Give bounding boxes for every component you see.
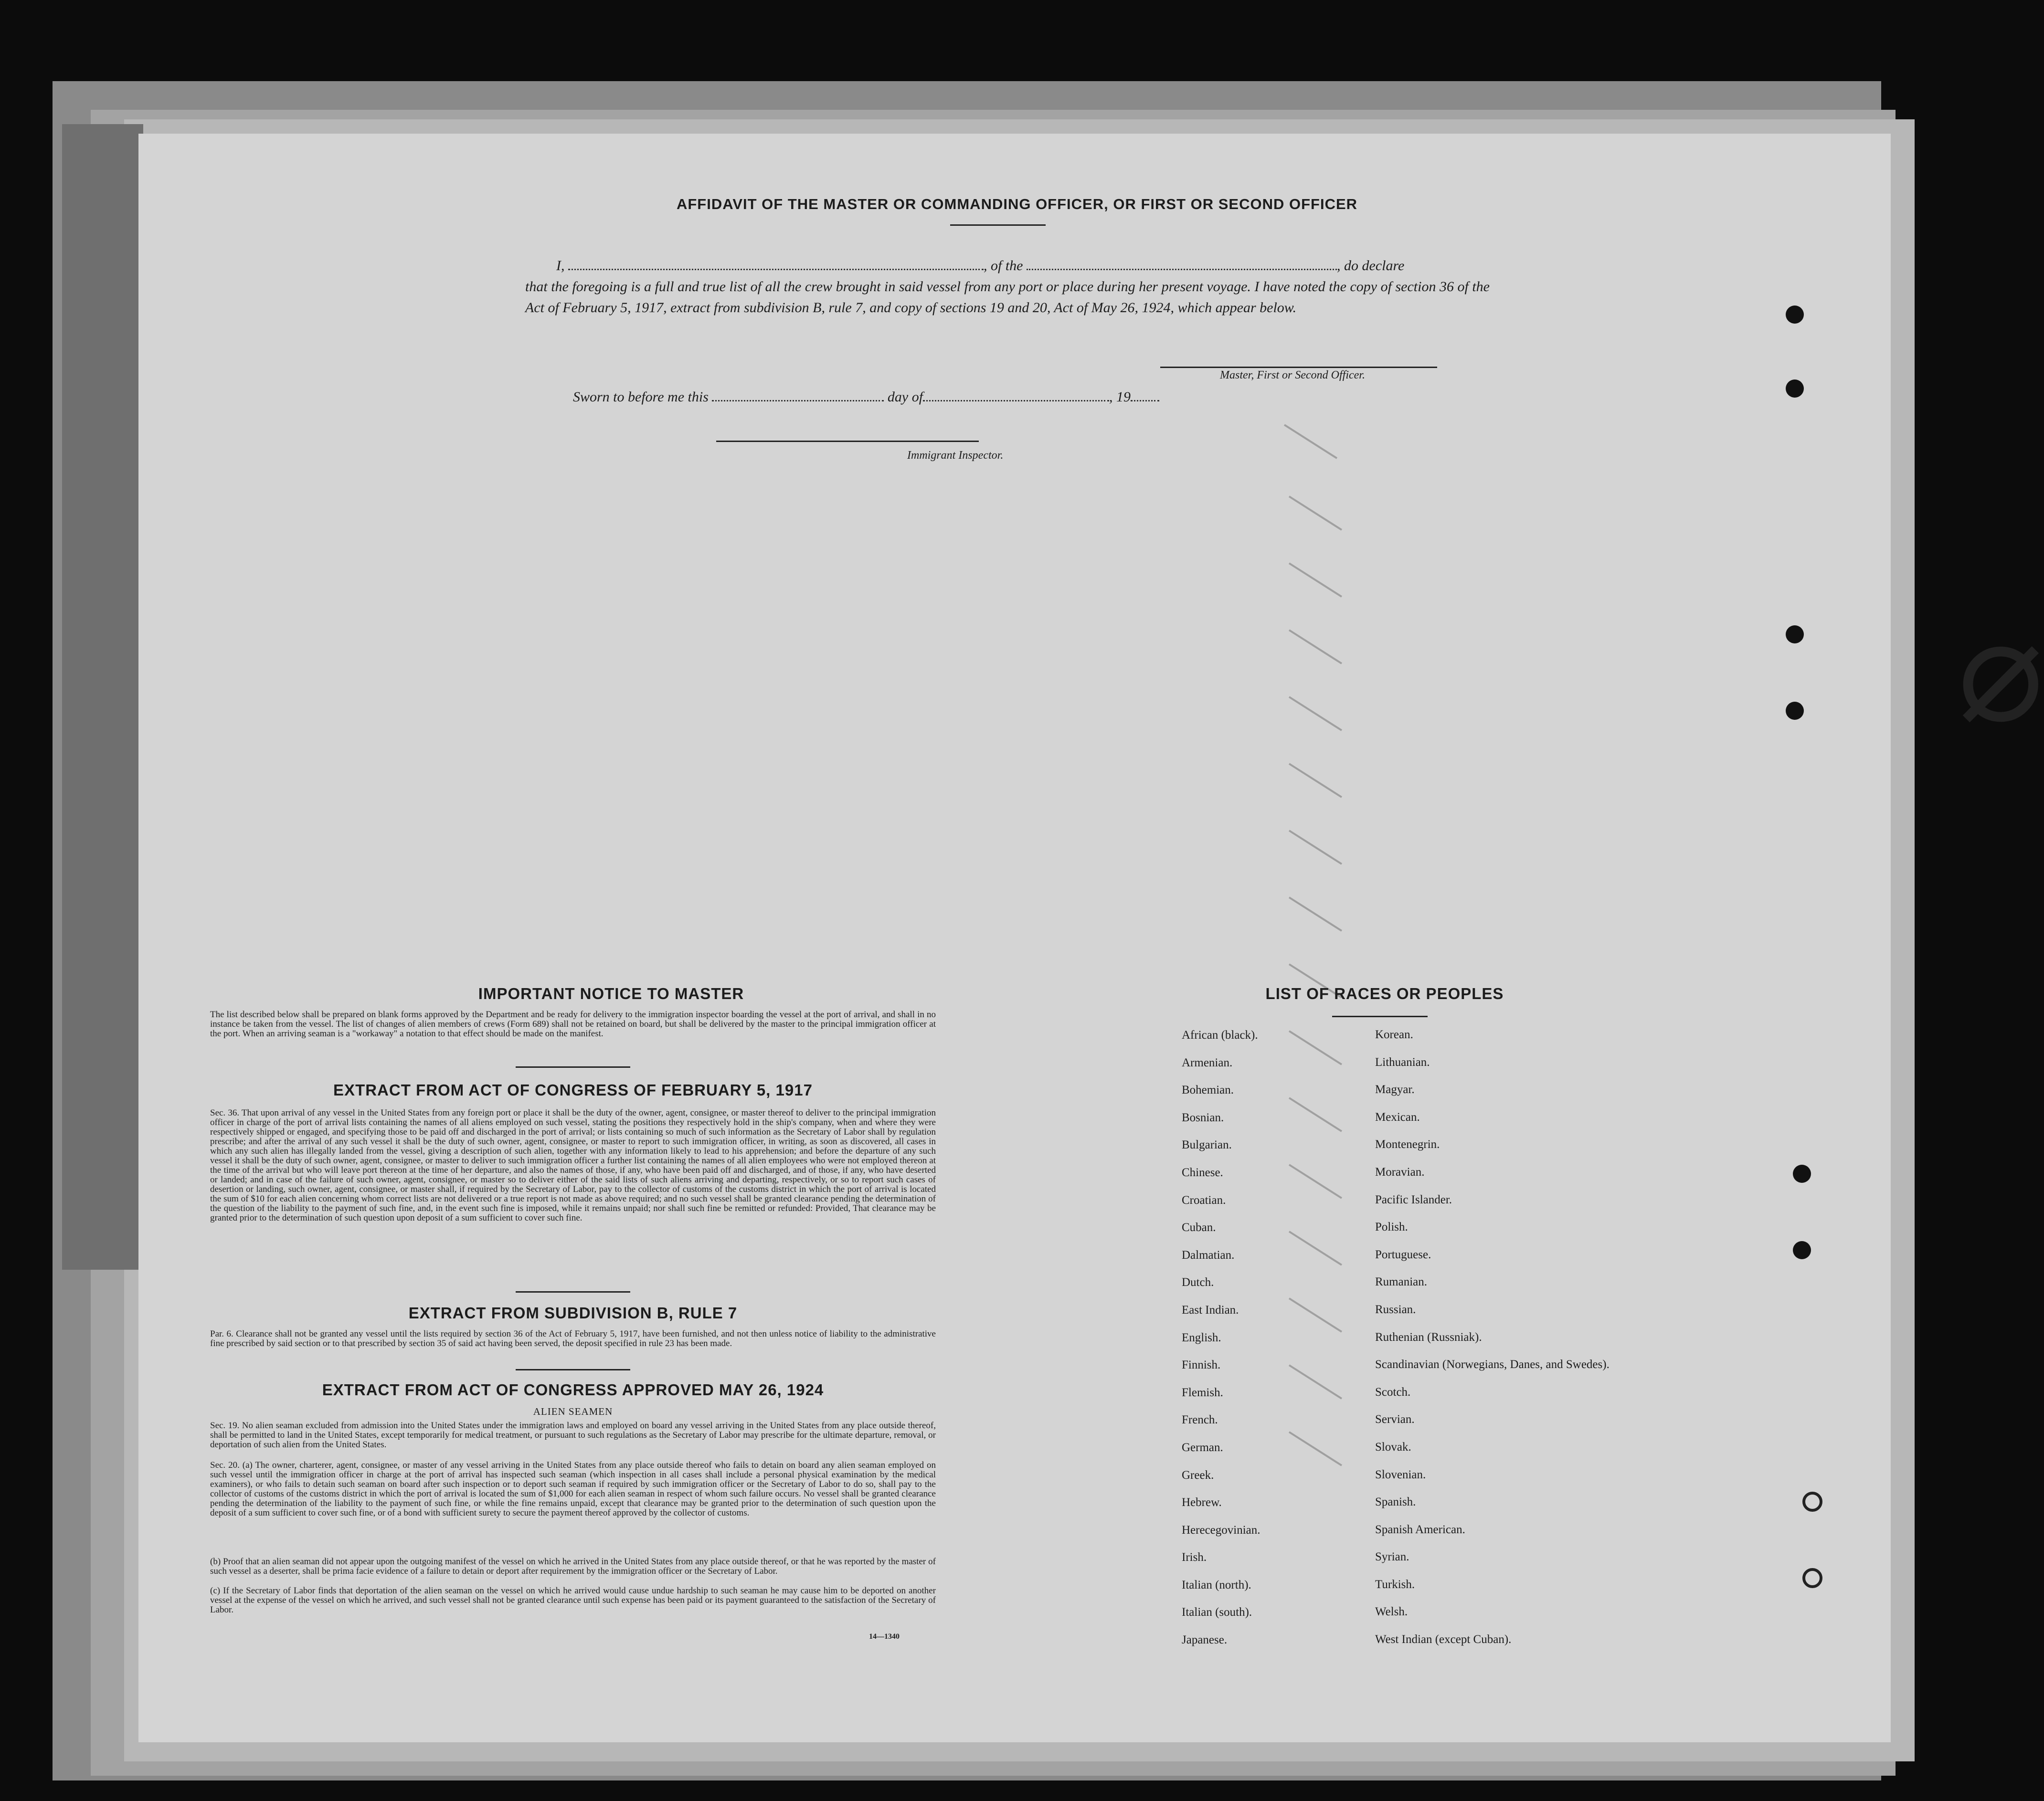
punch-hole <box>1802 1492 1822 1512</box>
race-row <box>1182 1056 1635 1084</box>
race-row <box>1182 1166 1635 1194</box>
race-name: Flemish. <box>1182 1386 1223 1399</box>
race-row <box>1182 1606 1635 1633</box>
rule-7-title: EXTRACT FROM SUBDIVISION B, RULE 7 <box>408 1304 738 1322</box>
race-name: Polish. <box>1375 1221 1408 1234</box>
race-row <box>1182 1084 1635 1111</box>
title-rule <box>950 224 1046 226</box>
race-name: Korean. <box>1375 1028 1413 1041</box>
races-title: LIST OF RACES OR PEOPLES <box>1265 985 1504 1002</box>
sworn-month-blank[interactable] <box>923 400 1109 401</box>
sworn-year: , 19 <box>1109 389 1131 405</box>
section-rule <box>516 1066 630 1068</box>
punch-hole <box>1793 1241 1811 1259</box>
affidavit-declaration <box>525 255 1490 318</box>
left-edge-strip <box>62 124 143 1270</box>
handwritten-mark: ⌀ <box>1958 587 2044 754</box>
race-name: Herecegovinian. <box>1182 1523 1260 1537</box>
races-title-rule <box>1332 1016 1428 1017</box>
punch-hole <box>1802 1568 1822 1588</box>
act-1924-title: EXTRACT FROM ACT OF CONGRESS APPROVED MAY 26, 1924 <box>322 1381 824 1399</box>
act-1917-text: Sec. 36. That upon arrival of any vessel in the United States from any foreign port or place it shall be the duty of the owner, agent, consignee, or master thereof to deliver to the principal immigration officer in charge of the port of arrival lists containing the names of all aliens employed on such vessel, stating the positions they respectively hold in the ship's company, when and where they were respectively shipped or engaged, and specifying those to be paid off and discharged in the port of arrival; or lists containing so much of such information as the Secretary of Labor shall by regulation prescribe; and after the arrival of any such vessel it shall be the duty of such owner, agent, consignee, or master to report to such immigration officer, in writing, as soon as discovered, all cases in which any such alien has illegally landed from the vessel, giving a description of such alien, together with any information likely to lead to his apprehension; and before the departure of any such vessel it shall be the duty of such owner, agent, consignee, or master to deliver to such immigration officer a further list containing the names of all alien employees who were not employed thereon at the time of the arrival but who will leave port thereon at the time of her departure, and also the names of those, if any, who have been paid off and discharged, and of those, if any, who have deserted or landed; and in case of the failure of such owner, agent, consignee, or master so to deliver either of the said lists of such aliens arriving and departing, respectively, or so to report such cases of desertion or landing, such owner, agent, consignee, or master shall, if required by the Secretary of Labor, pay to the collector of customs of the customs district in which the port of arrival is located the sum of $10 for each alien concerning whom correct lists are not delivered or a true report is not made as above required; and no such vessel shall be granted clearance pending the determination of the question of the liability to the payment of such fine, and, in the event such fine is imposed, while it remains unpaid; nor shall such fine be remitted or refunded: Provided, That clearance may be granted prior to the determination of such question upon deposit of a sum sufficient to cover such fine. <box>210 1108 936 1223</box>
form-number: 14—1340 <box>869 1632 900 1641</box>
race-name: Mexican. <box>1375 1110 1420 1124</box>
race-name: Welsh. <box>1375 1605 1408 1619</box>
race-name: Cuban. <box>1182 1221 1216 1234</box>
race-name: French. <box>1182 1413 1218 1427</box>
race-name: Scotch. <box>1375 1385 1411 1399</box>
race-row <box>1182 1359 1635 1386</box>
race-name: Spanish. <box>1375 1496 1416 1509</box>
act-1924-sec20c: (c) If the Secretary of Labor finds that deportation of the alien seaman on the vessel on which he arrived would cause undue hardship to such seaman he may cause him to be deported on another vessel at the expense of the vessel on which he arrived, and such vessel shall not be granted clearance until such expense has been paid or its payment guaranteed to the satisfaction of the Secretary of Labor. <box>210 1586 936 1615</box>
race-name: Slovenian. <box>1375 1468 1426 1481</box>
race-name: Armenian. <box>1182 1056 1233 1069</box>
act-1924-sec19: Sec. 19. No alien seaman excluded from admission into the United States under the immigration laws and employed on board any vessel arriving in the United States from any place outside thereof, shall be permitted to land in the United States, except temporarily for medical treatment, or pursuant to such regulations as the Secretary of Labor may prescribe for the ultimate departure, removal, or deportation of such alien from the United States. <box>210 1421 936 1450</box>
race-row <box>1182 1496 1635 1524</box>
race-name: Moravian. <box>1375 1165 1425 1179</box>
race-row <box>1182 1386 1635 1414</box>
race-row <box>1182 1413 1635 1441</box>
sworn-text: Sworn to before me this <box>573 389 709 405</box>
section-rule <box>516 1291 630 1293</box>
declaration-of-the: , of the <box>984 258 1023 274</box>
race-row <box>1182 1029 1635 1056</box>
declaration-first-line <box>525 255 1490 276</box>
notice-title: IMPORTANT NOTICE TO MASTER <box>478 985 744 1002</box>
race-name: Scandinavian (Norwegians, Danes, and Swedes). <box>1375 1358 1610 1371</box>
race-name: Chinese. <box>1182 1166 1223 1179</box>
race-name: Hebrew. <box>1182 1496 1222 1509</box>
sworn-day-of: day of <box>887 389 923 405</box>
race-name: African (black). <box>1182 1029 1258 1042</box>
act-1917-title: EXTRACT FROM ACT OF CONGRESS OF FEBRUARY 5, 1917 <box>333 1081 813 1099</box>
race-row <box>1182 1441 1635 1469</box>
race-row <box>1182 1249 1635 1276</box>
race-row <box>1182 1551 1635 1579</box>
officer-signature-line[interactable] <box>1160 367 1437 368</box>
act-1924-sec20a: Sec. 20. (a) The owner, charterer, agent, consignee, or master of any vessel arriving in the United States from any place outside thereof who fails to detain on board any alien seaman employed on such vessel until the immigration officer in charge at the port of arrival has inspected such seaman (which inspection in all cases shall include a personal physical examination by the medical examiners), or who fails to detain such seaman on board after such inspection or to deport such seaman if required by such immigration officer or the Secretary of Labor to do so, shall pay to the collector of customs of the customs district in which the port of arrival is located the sum of $1,000 for each alien seaman in respect of whom such failure occurs. No vessel shall be granted clearance pending the determination of the liability to the payment of such fine, or while the fine remains unpaid, except that clearance may be granted prior to the determination of such question upon the deposit of a sum sufficient to cover such fine, or of a bond with sufficient surety to secure the payment thereof approved by the collector of customs. <box>210 1460 936 1518</box>
affidavit-title: AFFIDAVIT OF THE MASTER OR COMMANDING OFFICER, OR FIRST OR SECOND OFFICER <box>676 196 1358 212</box>
sworn-year-blank[interactable] <box>1131 400 1159 401</box>
race-name: Magyar. <box>1375 1083 1415 1096</box>
race-name: Greek. <box>1182 1468 1214 1482</box>
race-name: Syrian. <box>1375 1550 1409 1564</box>
inspector-signature-label: Immigrant Inspector. <box>907 449 1004 462</box>
race-name: English. <box>1182 1331 1221 1344</box>
act-1924-sec20b: (b) Proof that an alien seaman did not appear upon the outgoing manifest of the vessel on which he arrived in the United States from any place outside thereof, or that he was reported by the master of such vessel as a deserter, shall be prima facie evidence of a failure to detain or deport after requirement by the immigration officer or the Secretary of Labor. <box>210 1557 936 1576</box>
race-name: West Indian (except Cuban). <box>1375 1633 1512 1646</box>
race-name: Turkish. <box>1375 1578 1415 1591</box>
race-row <box>1182 1111 1635 1139</box>
race-name: Dutch. <box>1182 1276 1214 1289</box>
punch-hole <box>1786 379 1804 398</box>
race-name: Rumanian. <box>1375 1275 1428 1289</box>
race-name: Slovak. <box>1375 1440 1411 1453</box>
race-row <box>1182 1221 1635 1249</box>
declaration-do-declare: , do declare <box>1337 258 1405 274</box>
declaration-text: that the foregoing is a full and true list of all the crew brought in said vessel from any port or place during her present voyage. I have noted the copy of section 36 of the Act of February 5, 1917, extract from subdivision B, rule 7, and copy of sections 19 and 20, Act of May 26, 1924, which appear below. <box>525 279 1490 316</box>
race-name: Portuguese. <box>1375 1248 1431 1261</box>
race-name: Lithuanian. <box>1375 1055 1430 1069</box>
race-row <box>1182 1524 1635 1551</box>
race-name: Italian (north). <box>1182 1578 1251 1591</box>
race-name: Finnish. <box>1182 1359 1221 1372</box>
race-row <box>1182 1579 1635 1606</box>
punch-hole <box>1786 305 1804 324</box>
vessel-blank[interactable] <box>1027 269 1337 270</box>
race-name: Italian (south). <box>1182 1606 1252 1619</box>
race-name: East Indian. <box>1182 1303 1239 1317</box>
race-name: Croatian. <box>1182 1193 1226 1207</box>
race-name: German. <box>1182 1441 1223 1454</box>
race-name: Bulgarian. <box>1182 1138 1232 1152</box>
race-name: Russian. <box>1375 1303 1416 1316</box>
race-row <box>1182 1633 1635 1661</box>
race-row <box>1182 1469 1635 1496</box>
alien-seamen-heading: ALIEN SEAMEN <box>533 1406 613 1417</box>
sworn-day-blank[interactable] <box>712 400 884 401</box>
race-name: Japanese. <box>1182 1633 1228 1647</box>
race-name: Servian. <box>1375 1413 1415 1426</box>
officer-signature-label: Master, First or Second Officer. <box>1220 369 1365 381</box>
race-row <box>1182 1194 1635 1222</box>
declaration-i: I, <box>556 258 565 274</box>
section-rule <box>516 1369 630 1370</box>
race-name: Bosnian. <box>1182 1111 1224 1124</box>
punch-hole <box>1786 702 1804 720</box>
race-name: Irish. <box>1182 1551 1207 1564</box>
race-row <box>1182 1276 1635 1304</box>
race-row <box>1182 1304 1635 1331</box>
sworn-line <box>573 389 1159 405</box>
rule-7-text: Par. 6. Clearance shall not be granted any vessel until the lists required by section 36 of the Act of February 5, 1917, have been furnished, and not then unless notice of liability to the administrative fine prescribed by said section or to that prescribed by section 35 of said act having been served, the deposit specified in rule 23 has been made. <box>210 1329 936 1348</box>
inspector-signature-line[interactable] <box>716 441 979 442</box>
race-name: Dalmatian. <box>1182 1248 1235 1262</box>
race-row <box>1182 1331 1635 1359</box>
notice-text: The list described below shall be prepared on blank forms approved by the Department and be ready for delivery to the immigration inspector boarding the vessel at the port of arrival, and shall in no instance be taken from the vessel. The list of changes of alien members of crews (Form 689) shall not be retained on board, but shall be delivered by the master to the principal immigration officer at the port. When an arriving seaman is a "workaway" a notation to that effect should be made on the manifest. <box>210 1010 936 1039</box>
race-name: Pacific Islander. <box>1375 1193 1452 1206</box>
punch-hole <box>1793 1165 1811 1183</box>
name-blank[interactable] <box>568 269 984 270</box>
race-row <box>1182 1138 1635 1166</box>
race-name: Spanish American. <box>1375 1523 1465 1536</box>
race-name: Bohemian. <box>1182 1084 1234 1097</box>
race-name: Ruthenian (Russniak). <box>1375 1330 1482 1344</box>
punch-hole <box>1786 625 1804 643</box>
race-name: Montenegrin. <box>1375 1138 1440 1151</box>
races-list <box>1182 1029 1635 1661</box>
